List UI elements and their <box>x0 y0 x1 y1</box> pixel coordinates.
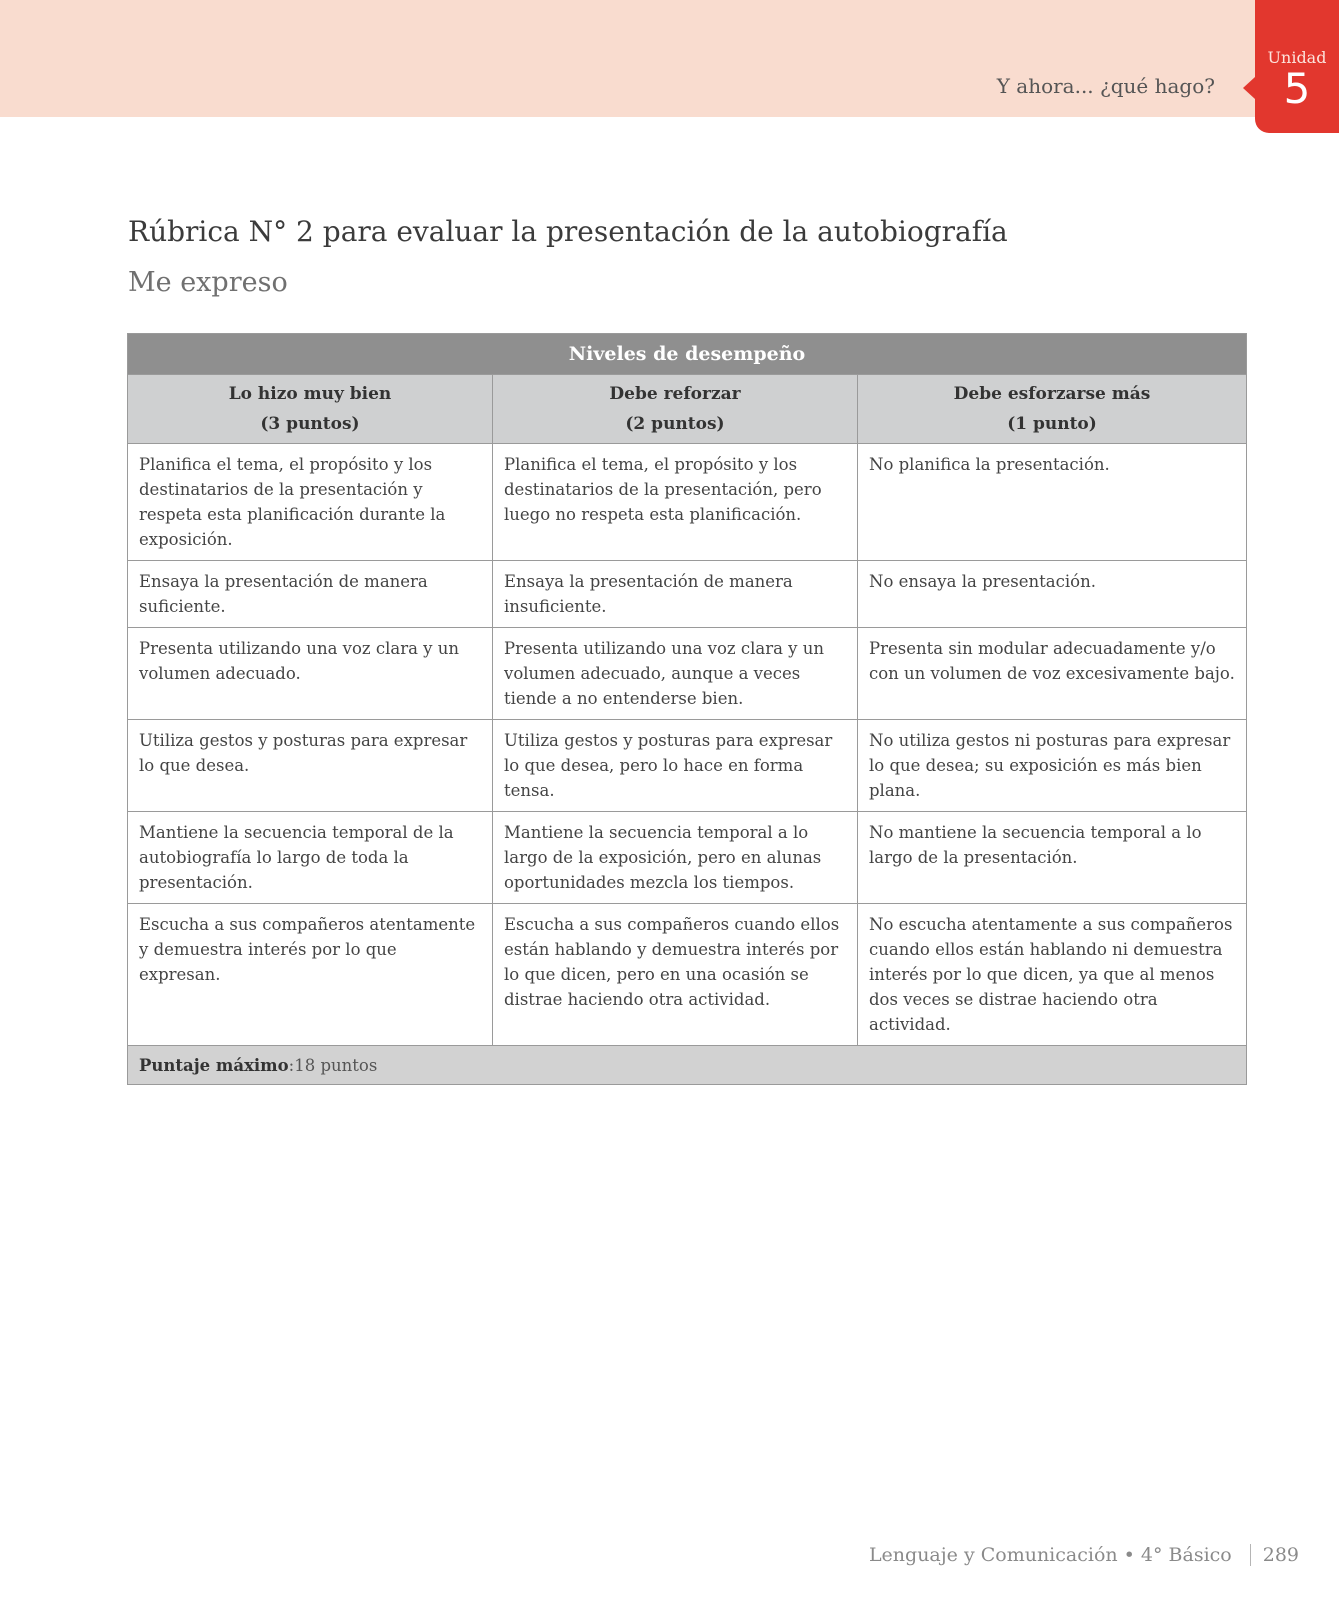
table-row <box>128 812 1247 904</box>
column-label: Debe esforzarse más <box>953 384 1151 404</box>
column-points: (3 puntos) <box>260 414 360 434</box>
table-cell: Mantiene la secuencia temporal a lo largo de la exposición, pero en alunas oportunidades mezcla los tiempos. <box>493 812 858 904</box>
table-cell: Utiliza gestos y posturas para expresar lo que desea. <box>128 720 493 812</box>
column-header-3-points <box>128 375 493 444</box>
column-points: (1 punto) <box>1007 414 1097 434</box>
table-cell: Presenta sin modular adecuadamente y/o con un volumen de voz excesivamente bajo. <box>858 628 1247 720</box>
levels-header: Niveles de desempeño <box>128 334 1247 375</box>
table-cell: No mantiene la secuencia temporal a lo largo de la presentación. <box>858 812 1247 904</box>
table-cell: No ensaya la presentación. <box>858 561 1247 628</box>
table-cell: Planifica el tema, el propósito y los destinatarios de la presentación, pero luego no respeta esta planificación. <box>493 444 858 561</box>
column-header-1-point <box>858 375 1247 444</box>
page-title: Rúbrica N° 2 para evaluar la presentación de la autobiografía <box>128 215 1008 248</box>
footer-divider <box>1250 1544 1251 1566</box>
table-row <box>128 561 1247 628</box>
column-label: Lo hizo muy bien <box>228 384 392 404</box>
table-row <box>128 628 1247 720</box>
unit-tab <box>1255 0 1339 133</box>
table-cell: Ensaya la presentación de manera insuficiente. <box>493 561 858 628</box>
table-cell: Ensaya la presentación de manera suficiente. <box>128 561 493 628</box>
rubric-table <box>127 333 1247 1085</box>
column-points: (2 puntos) <box>625 414 725 434</box>
table-cell: Escucha a sus compañeros atentamente y demuestra interés por lo que expresan. <box>128 904 493 1046</box>
table-footer-row <box>128 1046 1247 1085</box>
header-band <box>0 0 1339 117</box>
table-cell: No utiliza gestos ni posturas para expresar lo que desea; su exposición es más bien plana. <box>858 720 1247 812</box>
table-cell: Planifica el tema, el propósito y los destinatarios de la presentación y respeta esta planificación durante la exposición. <box>128 444 493 561</box>
page-footer <box>869 1544 1299 1566</box>
unit-tab-arrow <box>1243 77 1255 99</box>
max-score-label: Puntaje máximo <box>139 1055 289 1075</box>
table-cell: Mantiene la secuencia temporal de la autobiografía lo largo de toda la presentación. <box>128 812 493 904</box>
page-number: 289 <box>1262 1544 1299 1566</box>
table-cell: Utiliza gestos y posturas para expresar lo que desea, pero lo hace en forma tensa. <box>493 720 858 812</box>
table-cell: Escucha a sus compañeros cuando ellos están hablando y demuestra interés por lo que dicen, pero en una ocasión se distrae haciendo otra actividad. <box>493 904 858 1046</box>
table-row <box>128 720 1247 812</box>
table-row <box>128 904 1247 1046</box>
column-label: Debe reforzar <box>609 384 741 404</box>
max-score <box>128 1046 1247 1085</box>
book-title: Lenguaje y Comunicación • 4° Básico <box>868 1544 1232 1566</box>
section-title: Y ahora... ¿qué hago? <box>996 74 1215 98</box>
table-row <box>128 444 1247 561</box>
table-cell: Presenta utilizando una voz clara y un volumen adecuado, aunque a veces tiende a no entenderse bien. <box>493 628 858 720</box>
unit-number: 5 <box>1283 64 1311 113</box>
column-header-2-points <box>493 375 858 444</box>
table-cell: No escucha atentamente a sus compañeros cuando ellos están hablando ni demuestra interés por lo que dicen, ya que al menos dos veces se distrae haciendo otra actividad. <box>858 904 1247 1046</box>
max-score-value: :18 puntos <box>288 1055 378 1075</box>
table-cell: No planifica la presentación. <box>858 444 1247 561</box>
table-cell: Presenta utilizando una voz clara y un volumen adecuado. <box>128 628 493 720</box>
page-subtitle: Me expreso <box>128 267 288 298</box>
unit-label: Unidad <box>1267 48 1327 67</box>
